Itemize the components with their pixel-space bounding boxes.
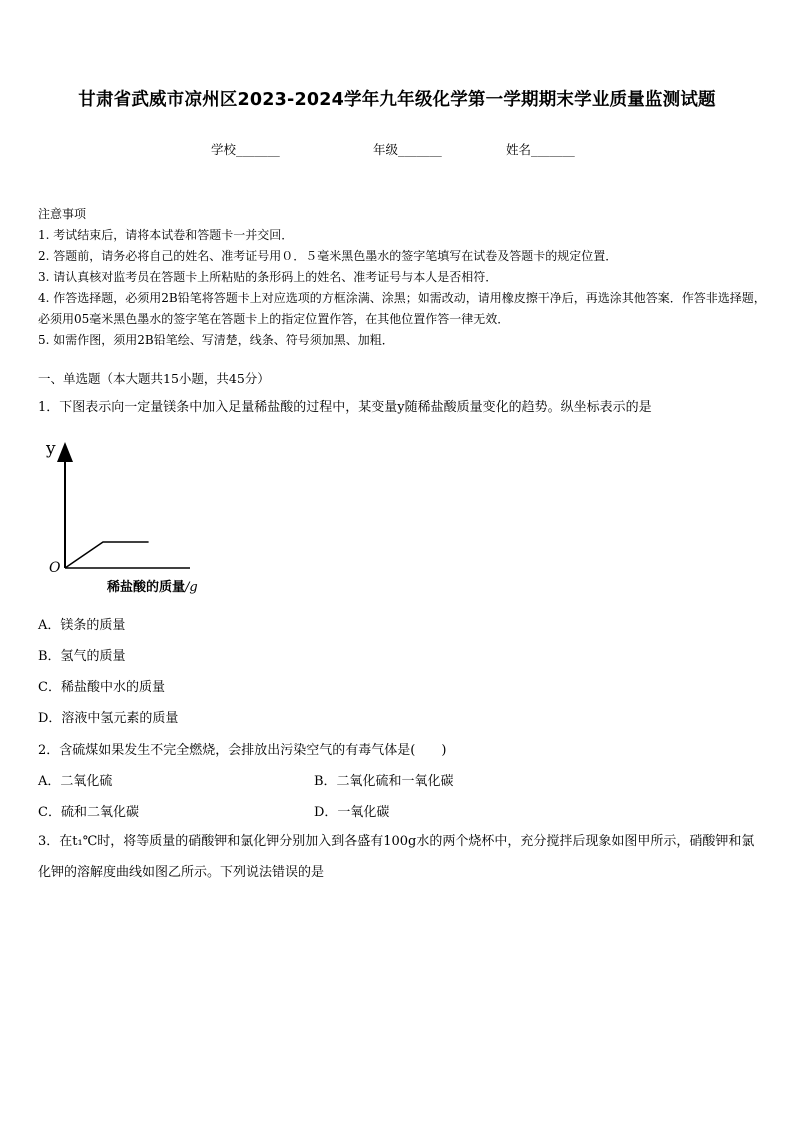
origin-label: O [49,560,61,576]
school-field[interactable]: 学校_______ [211,142,280,157]
grade-field[interactable]: 年级_______ [373,142,442,157]
question-1-option-b[interactable]: B．氢气的质量 [38,649,126,664]
question-3-stem: 3．在t₁℃时，将等质量的硝酸钾和氯化钾分别加入到各盛有100g水的两个烧杯中，充分搅拌后现象如图甲所示，硝酸钾和氯化钾的溶解度曲线如图乙所示。下列说法错误的是 [38,834,755,880]
y-axis-label: y [46,439,56,459]
notice-heading: 注意事项 [38,207,87,221]
notice-item: 2. 答题前，请务必将自己的姓名、准考证号用０．５毫米黑色墨水的签字笔填写在试卷及答题卡的规定位置． [38,249,618,263]
name-field[interactable]: 姓名_______ [506,142,575,157]
notice-block [38,204,768,351]
section-heading: 一、单选题（本大题共15小题，共45分） [38,371,270,386]
question-1-option-d[interactable]: D．溶液中氢元素的质量 [38,711,179,726]
question-1-graph [40,432,230,602]
question-1-option-a[interactable]: A．镁条的质量 [38,618,126,633]
question-2-option-d[interactable]: D．一氧化碳 [314,805,390,820]
notice-item: 1. 考试结束后，请将本试卷和答题卡一并交回． [38,228,294,242]
question-1-stem: 1．下图表示向一定量镁条中加入足量稀盐酸的过程中，某变量y随稀盐酸质量变化的趋势。纵坐标表示的是 [38,400,652,415]
page-title: 甘肃省武威市凉州区2023-2024学年九年级化学第一学期期末学业质量监测试题 [78,90,716,110]
series-line-y [65,542,149,568]
x-axis-label: 稀盐酸的质量/g [107,580,198,595]
question-2-stem: 2．含硫煤如果发生不完全燃烧，会排放出污染空气的有毒气体是( ) [38,743,447,758]
notice-item: 5. 如需作图，须用2B铅笔绘、写清楚，线条、符号须加黑、加粗． [38,333,394,347]
question-2-option-c[interactable]: C．硫和二氧化碳 [38,805,139,820]
question-2-option-a[interactable]: A．二氧化硫 [38,774,113,789]
question-1-option-c[interactable]: C．稀盐酸中水的质量 [38,680,165,695]
notice-item: 4. 作答选择题，必须用2B铅笔将答题卡上对应选项的方框涂满、涂黑；如需改动，请用橡皮擦干净后，再选涂其他答案．作答非选择题，必须用05毫米黑色墨水的签字笔在答题卡上的指定位置作答，在其他位置作答一律无效． [38,291,766,326]
question-2-option-b[interactable]: B．二氧化硫和一氧化碳 [314,774,454,789]
notice-item: 3. 请认真核对监考员在答题卡上所粘贴的条形码上的姓名、准考证号与本人是否相符． [38,270,498,284]
